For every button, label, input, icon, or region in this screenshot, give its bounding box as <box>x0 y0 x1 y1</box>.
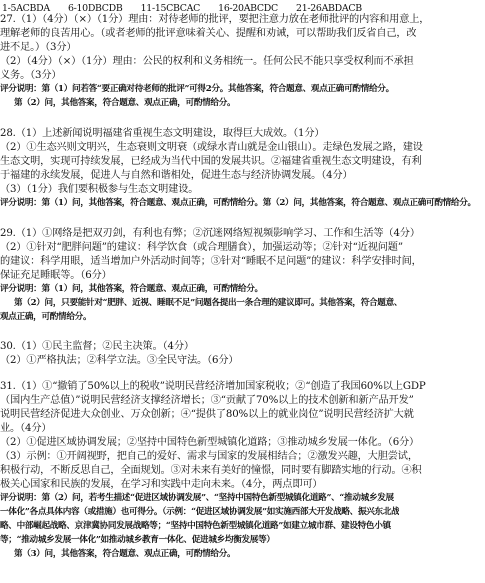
q27-line: 义务。（3分） <box>0 70 62 81</box>
q31-scoring-note: 略、中部崛起战略、京津冀协同发展战略等；“坚持中国特色新型城镇化道路”如建立城市群、建设特色小镇 <box>0 521 391 531</box>
q28-line: 生态文明，实现可持续发展，已经成为当代中国的发展共识。②福建省重视生态文明建设，有利 <box>0 156 422 167</box>
q31-scoring-note: 一体化”各点具体内容（或措施）也可得分。（示例：“促进区域协调发展”如实施西部大开发战略、振兴东北战 <box>0 507 400 517</box>
q27-scoring-note: 评分说明：第（1）问若答“要正确对待老师的批评”可得2分。其他答案，符合题意、观点正确可酌情给分。 <box>0 84 394 94</box>
q29-scoring-note: 观点正确，可酌情给分。 <box>0 312 92 322</box>
q31-line: 说明民营经济促进大众创业、万众创新；④“提供了80%以上的就业岗位”说明民营经济扩大就 <box>0 409 414 420</box>
q31-line: （国内生产总值）”说明民营经济支撑经济增长；③“贡献了70%以上的技术创新和新产品开发” <box>0 395 414 406</box>
q28-line: 28.（1）上述新闻说明福建省重视生态文明建设，取得巨大成效。（1分） <box>0 128 325 139</box>
q31-line: 极关心国家和民族的发展，在学习和实践中走向未来。（4分，两点即可） <box>0 479 323 490</box>
q31-scoring-note: 等；“推动城乡发展一体化”如推动城乡教育一体化、促进城乡均衡发展等） <box>0 535 275 545</box>
q28-scoring-note: 评分说明：第（1）问，其他答案，符合题意、观点正确，可酌情给分。第（2）问，其他答案，符合题意、观点正确可酌情给分。 <box>0 198 476 208</box>
q27-scoring-note: 第（2）问，其他答案，符合题意、观点正确，可酌情给分。 <box>14 98 236 108</box>
q27-line: （2）（4分）（×）（1分）理由：公民的权利和义务相统一。任何公民不能只享受权利而不承担 <box>0 56 414 67</box>
q31-scoring-note: 评分说明：第（2）问，若考生描述“促进区域协调发展”、“坚持中国特色新型城镇化道路”、“推动城乡发展 <box>0 493 394 503</box>
q29-line: 保证充足睡眠等。（6分） <box>0 270 112 281</box>
q31-line: （2）①促进区域协调发展；②坚持中国特色新型城镇化道路；③推动城乡发展一体化。（6分） <box>0 437 420 448</box>
q28-line: 于福建的永续发展，促进人与自然和谐相处，促进生态与经济协调发展。（4分） <box>0 170 353 181</box>
q31-line: 积极行动，不断反思自己，全面规划。③对未来有美好的憧憬，同时要有脚踏实地的行动。④积 <box>0 465 422 476</box>
q27-line: 理解老师的良苦用心。（或者老师的批评意味着关心、提醒和劝诫，可以帮助我们反省自己，改 <box>0 28 417 39</box>
q31-line: 业。（4分） <box>0 423 52 434</box>
q27-line: 27.（1）（4分）（×）（1分）理由：对待老师的批评，要把注意力放在老师批评的内容和用意上， <box>0 14 430 25</box>
q28-line: （2）①生态兴则文明兴，生态衰则文明衰（或绿水青山就是金山银山）。走绿色发展之路，建设 <box>0 142 423 153</box>
q31-line: （3）示例：①开阔视野，把自己的爱好、需求与国家的发展相结合；②激发兴趣，大胆尝试， <box>0 451 418 462</box>
q30-line: （2）①严格执法；②科学立法。③全民守法。（6分） <box>0 355 239 366</box>
q30-line: 30.（1）①民主监督；②民主决策。（4分） <box>0 341 194 352</box>
q29-line: （2）①针对“肥胖问题”的建议：科学饮食（或合理膳食），加强运动等；②针对“近视问题” <box>0 242 403 253</box>
q29-line: 29.（1）①网络是把双刃剑，有利也有弊；②沉迷网络短视频影响学习、工作和生活等（4分） <box>0 228 420 239</box>
q29-scoring-note: 评分说明：第（1）问，其他答案，符合题意、观点正确，可酌情给分。 <box>0 284 263 294</box>
q29-line: 的建议：科学用眼，适当增加户外活动时间等；③针对“睡眠不足问题”的建议：科学安排时间， <box>0 256 422 267</box>
q28-line: （3）（1分）我们要积极参与生态文明建设。 <box>0 184 199 195</box>
q29-scoring-note: 第（2）问，只要能针对“肥胖、近视、睡眠不足”问题各提出一条合理的建议即可。其他答案，符合题意、 <box>14 298 403 308</box>
q27-line: 进不足。）（3分） <box>0 42 77 53</box>
q31-scoring-note: 第（3）问，其他答案，符合题意、观点正确，可酌情给分。 <box>14 549 236 559</box>
q31-line: 31.（1）①“撤销了50%以上的税收”说明民营经济增加国家税收；②“创造了我国60%以上GDP <box>0 381 426 392</box>
answer-key: 1-5ACBDA 6-10DBCDB 11-15CBCAC 16-20ABCDC 21-26ABDACB <box>2 3 362 14</box>
